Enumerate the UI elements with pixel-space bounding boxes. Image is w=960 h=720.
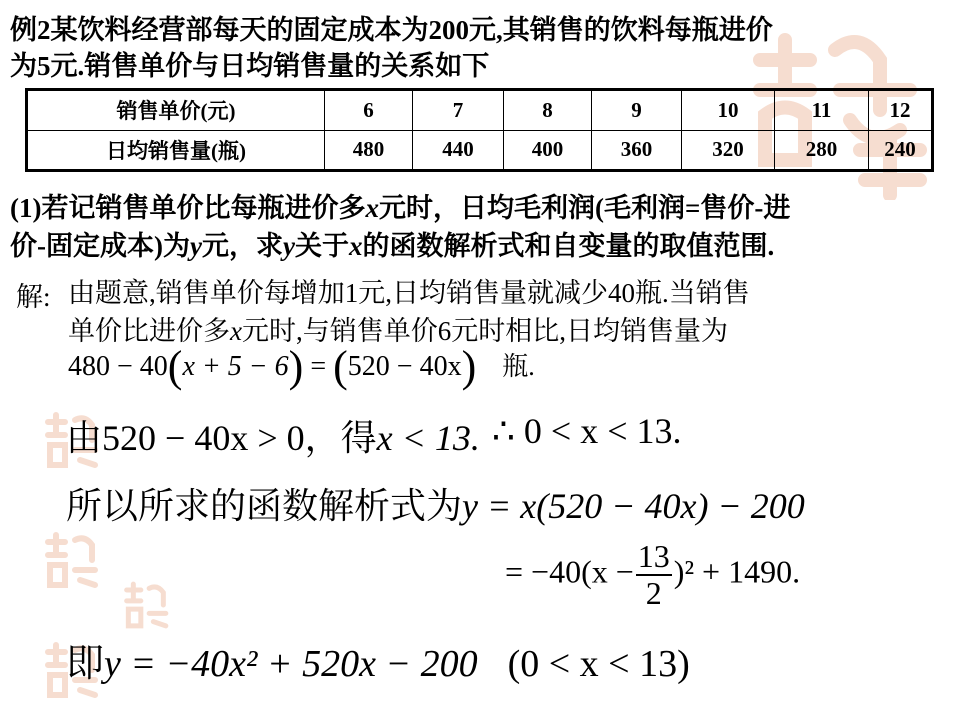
final-answer bbox=[66, 632, 690, 687]
sales-equation bbox=[68, 342, 535, 391]
price-cell: 11 bbox=[775, 90, 869, 131]
paren-close: ) bbox=[461, 342, 477, 391]
vertex-suffix: )² + 1490. bbox=[673, 553, 801, 590]
var-y: y bbox=[282, 231, 295, 261]
solution-line-1: 由题意,销售单价每增加1元,日均销售量就减少40瓶.当销售 bbox=[68, 278, 750, 308]
fraction-13-over-2 bbox=[636, 540, 672, 611]
price-cell: 10 bbox=[682, 90, 775, 131]
final-formula: y = −40x² + 520x − 200 bbox=[104, 643, 478, 685]
row-label-sales: 日均销售量(瓶) bbox=[27, 130, 325, 171]
sales-cell: 280 bbox=[775, 130, 869, 171]
eq-equals: = bbox=[303, 351, 334, 382]
price-sales-table bbox=[25, 88, 931, 172]
fraction-numerator: 13 bbox=[637, 538, 670, 574]
seal-watermark-small-3 bbox=[120, 580, 170, 630]
sales-cell: 240 bbox=[869, 130, 933, 171]
table-row-price bbox=[27, 90, 933, 131]
step-text: 所以所求的函数解析式为 bbox=[66, 486, 463, 526]
step-text: ，得 bbox=[304, 418, 377, 458]
paren-close: ) bbox=[288, 342, 304, 391]
domain-conclusion: ∴ 0 < x < 13. bbox=[492, 411, 682, 451]
vertex-form bbox=[505, 540, 800, 611]
price-cell: 6 bbox=[325, 90, 413, 131]
question-text: 关于 bbox=[294, 231, 349, 261]
question-text: 的函数解析式和自变量的取值范围. bbox=[362, 231, 775, 261]
price-cell: 8 bbox=[504, 90, 592, 131]
sales-cell: 320 bbox=[682, 130, 775, 171]
question-line-2 bbox=[10, 224, 774, 263]
var-x: x bbox=[230, 316, 242, 346]
var-y: y bbox=[189, 231, 202, 261]
row-label-price: 销售单价(元) bbox=[27, 90, 325, 131]
seal-watermark-small-2 bbox=[40, 530, 100, 590]
price-cell: 9 bbox=[592, 90, 682, 131]
price-cell: 7 bbox=[413, 90, 504, 131]
question-text: 元，求 bbox=[201, 231, 283, 261]
sales-cell: 480 bbox=[325, 130, 413, 171]
question-text: 元时，日均毛利润(毛利润=售价-进 bbox=[378, 193, 791, 223]
paren-open: ( bbox=[333, 342, 348, 391]
eq-unit: 瓶. bbox=[502, 352, 535, 381]
question-text: 价-固定成本)为 bbox=[10, 231, 190, 261]
fraction-denominator: 2 bbox=[645, 574, 662, 611]
solution-text: 元时,与销售单价6元时相比,日均销售量为 bbox=[241, 316, 728, 346]
paren-open: ( bbox=[167, 342, 183, 391]
step-text: 由 bbox=[66, 418, 103, 458]
price-cell: 12 bbox=[869, 90, 933, 131]
solution-text: 单价比进价多 bbox=[68, 316, 230, 346]
step-text: 即 bbox=[66, 643, 105, 685]
eq-left: 480 − 40 bbox=[68, 351, 168, 382]
inequality: 520 − 40x > 0 bbox=[102, 418, 305, 458]
vertex-prefix: = −40(x − bbox=[505, 553, 634, 590]
question-text: (1)若记销售单价比每瓶进价多 bbox=[10, 193, 366, 223]
inequality-result: x < 13. bbox=[376, 418, 480, 458]
solution-label: 解: bbox=[16, 282, 51, 312]
sales-cell: 400 bbox=[504, 130, 592, 171]
sales-cell: 440 bbox=[413, 130, 504, 171]
sales-cell: 360 bbox=[592, 130, 682, 171]
eq-inner: x + 5 − 6 bbox=[182, 351, 289, 382]
function-statement bbox=[66, 478, 805, 529]
problem-title-line-1: 例2某饮料经营部每天的固定成本为200元,其销售的饮料每瓶进价 bbox=[10, 15, 773, 45]
function-formula: y = x(520 − 40x) − 200 bbox=[462, 486, 805, 526]
table-row-sales bbox=[27, 130, 933, 171]
inequality-line bbox=[66, 410, 480, 461]
var-x: x bbox=[348, 231, 363, 261]
var-x: x bbox=[365, 193, 379, 223]
eq-right: 520 − 40x bbox=[347, 351, 462, 382]
question-line-1 bbox=[10, 186, 790, 225]
final-range: (0 < x < 13) bbox=[507, 643, 690, 685]
problem-title-line-2: 为5元.销售单价与日均销售量的关系如下 bbox=[10, 51, 490, 81]
